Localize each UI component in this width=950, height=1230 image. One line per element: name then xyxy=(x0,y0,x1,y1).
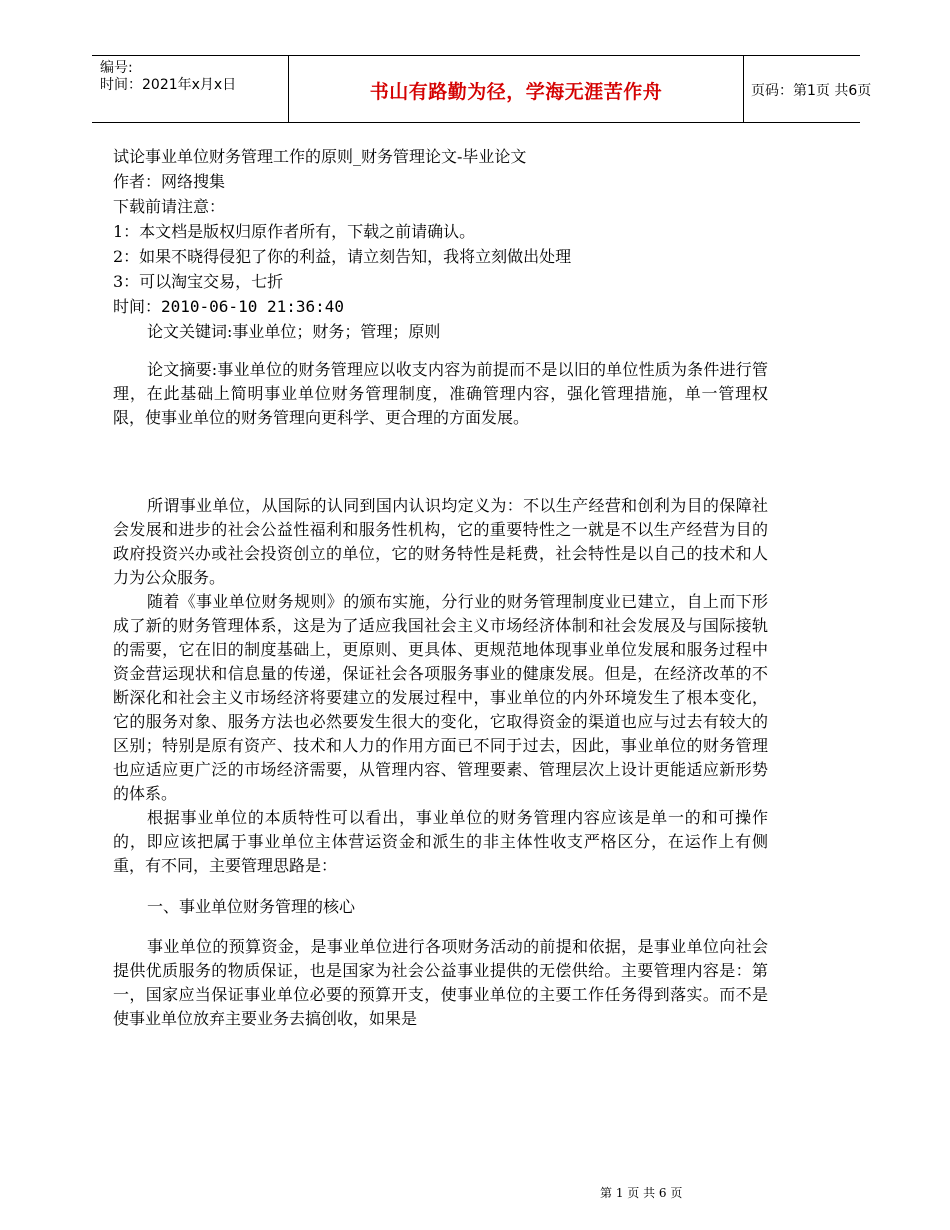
notice-item: 1：本文档是版权归原作者所有，下载之前请确认。 xyxy=(113,222,476,241)
header-left-cell xyxy=(92,56,288,122)
time-label: 时间：2021年x月x日 xyxy=(100,77,237,93)
page-info: 页码：第1页 共6页 xyxy=(751,83,872,99)
header-right-cell xyxy=(743,56,872,122)
header-motto-cell xyxy=(288,56,744,122)
body-paragraph: 随着《事业单位财务规则》的颁布实施，分行业的财务管理制度业已建立，自上而下形成了新的财务管理体系，这是为了适应我国社会主义市场经济体制和社会发展及与国际接轨的需要，它在旧的制度基础上，更原则、更具体、更规范地体现事业单位发展和服务过程中资金营运现状和信息量的传递，保证社会各项服务事业的健康发展。但是，在经济改革的不断深化和社会主义市场经济将要建立的发展过程中，事业单位的内外环境发生了根本变化，它的服务对象、服务方法也必然要发生很大的变化，它取得资金的渠道也应与过去有较大的区别；特别是原有资产、技术和人力的作用方面已不同于过去，因此，事业单位的财务管理也应适应更广泛的市场经济需要，从管理内容、管理要素、管理层次上设计更能适应新形势的体系。 xyxy=(113,592,768,803)
body-paragraph: 所谓事业单位，从国际的认同到国内认识均定义为：不以生产经营和创利为目的保障社会发展和进步的社会公益性福利和服务性机构，它的重要特性之一就是不以生产经营为目的政府投资兴办或社会投资创立的单位，它的财务特性是耗费，社会特性是以自己的技术和人力为公众服务。 xyxy=(113,496,768,587)
document-header xyxy=(92,55,872,123)
notice-title: 下载前请注意： xyxy=(113,197,226,216)
number-label: 编号: xyxy=(100,60,133,76)
section-paragraph: 事业单位的预算资金，是事业单位进行各项财务活动的前提和依据，是事业单位向社会提供优质服务的物质保证，也是国家为社会公益事业提供的无偿供给。主要管理内容是：第一，国家应当保证事业单位必要的预算开支，使事业单位的主要工作任务得到落实。而不是使事业单位放弃主要业务去搞创收，如果是 xyxy=(113,937,768,1028)
time-line: 时间：2010-06-10 21:36:40 xyxy=(113,297,345,316)
author-line: 作者：网络搜集 xyxy=(113,172,226,191)
document-body xyxy=(113,144,768,1031)
page-footer: 第 1 页 共 6 页 xyxy=(600,1186,683,1200)
body-paragraph: 根据事业单位的本质特性可以看出，事业单位的财务管理内容应该是单一的和可操作的，即应该把属于事业单位主体营运资金和派生的非主体性收支严格区分，在运作上有侧重，有不同，主要管理思路是： xyxy=(113,808,768,875)
notice-item: 3：可以淘宝交易，七折 xyxy=(113,272,284,291)
keywords-line: 论文关键词:事业单位；财务；管理；原则 xyxy=(147,322,441,341)
section-heading: 一、事业单位财务管理的核心 xyxy=(147,897,356,916)
notice-item: 2：如果不晓得侵犯了你的利益，请立刻告知，我将立刻做出处理 xyxy=(113,247,572,266)
document-title: 试论事业单位财务管理工作的原则_财务管理论文-毕业论文 xyxy=(113,147,527,166)
abstract-paragraph: 论文摘要:事业单位的财务管理应以收支内容为前提而不是以旧的单位性质为条件进行管理，在此基础上简明事业单位财务管理制度，准确管理内容，强化管理措施，单一管理权限，使事业单位的财务管理向更科学、更合理的方面发展。 xyxy=(113,360,768,427)
motto-text: 书山有路勤为径，学海无涯苦作舟 xyxy=(369,81,663,103)
